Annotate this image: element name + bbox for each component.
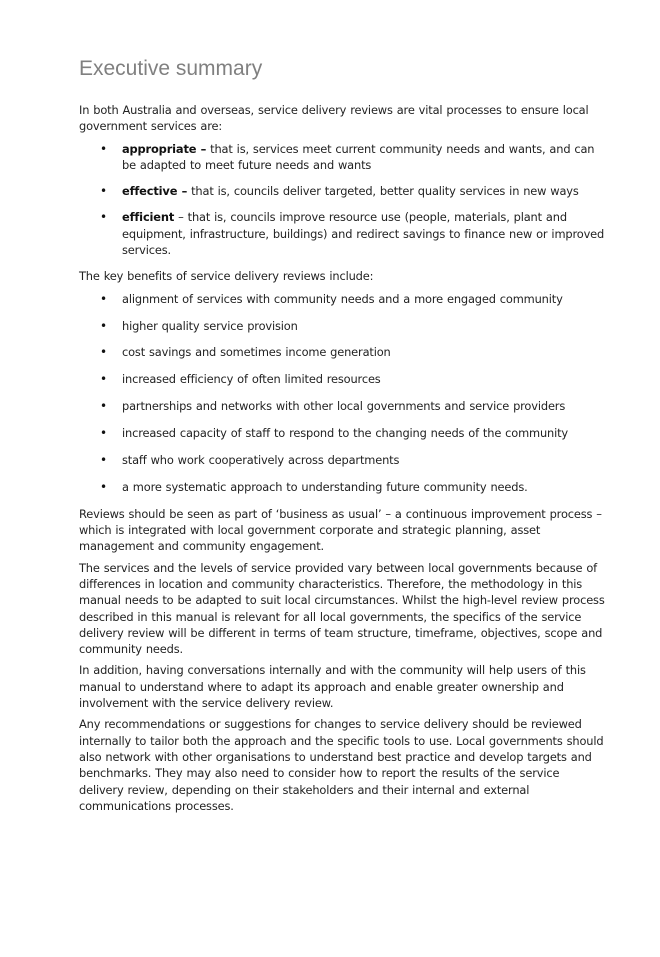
bullet-icon: • [100,291,107,306]
bullet-icon: • [100,399,107,414]
body-paragraph: The services and the levels of service provided vary between local governments because of differences in location and community characteristics. Therefore, the methodology in this manual needs to be adapted to suit local circumstances. Whilst the high-level review process described in this manual is relevant for all local governments, the specifics of the service delivery review will be different in terms of team structure, timeframe, objectives, scope and community needs. [79,560,605,657]
criterion-term: effective – [122,184,188,199]
list-item [79,183,606,199]
bullet-icon: • [100,141,107,156]
page-title: Executive summary [79,57,263,80]
list-item [79,398,606,414]
benefits-list [79,291,606,496]
bullet-icon: • [100,318,107,333]
benefit-text: partnerships and networks with other local governments and service providers [122,399,566,414]
list-item [79,291,606,307]
benefit-text: increased efficiency of often limited resources [122,372,381,387]
list-item [79,344,606,360]
list-item [79,371,606,387]
bullet-icon: • [100,479,107,494]
list-item [79,479,606,495]
benefit-text: a more systematic approach to understanding future community needs. [122,479,528,494]
list-item [79,452,606,468]
bullet-icon: • [100,184,107,199]
body-paragraph: Any recommendations or suggestions for changes to service delivery should be reviewed internally to tailor both the approach and the specific tools to use. Local governments should also network with other organisations to understand best practice and develop targets and benchmarks. They may also need to consider how to report the results of the service delivery review, depending on their stakeholders and their internal and external communications processes. [79,717,604,813]
document-page [79,56,606,819]
list-item [79,141,606,174]
criteria-list [79,141,606,259]
benefit-text: cost savings and sometimes income generation [122,345,391,360]
bullet-icon: • [100,426,107,441]
bullet-icon: • [100,372,107,387]
list-item [79,425,606,441]
criterion-text: – that is, councils improve resource use (people, materials, plant and equipment, infrastructure, buildings) and redirect savings to finance new or improved services. [122,210,605,258]
body-paragraph: Reviews should be seen as part of ‘business as usual’ – a continuous improvement process – which is integrated with local government corporate and strategic planning, asset management and community engagement. [79,506,602,554]
criterion-text: that is, councils deliver targeted, better quality services in new ways [187,184,579,199]
benefit-text: higher quality service provision [122,318,298,333]
criterion-text: that is, services meet current community needs and wants, and can be adapted to meet future needs and wants [122,141,595,172]
list-item [79,318,606,334]
benefit-text: increased capacity of staff to respond to the changing needs of the community [122,426,569,441]
bullet-icon: • [100,210,107,225]
bullet-icon: • [100,453,107,468]
benefit-text: alignment of services with community needs and a more engaged community [122,291,563,306]
benefit-text: staff who work cooperatively across departments [122,453,400,468]
criterion-term: appropriate – [122,141,207,156]
bullet-icon: • [100,345,107,360]
intro-paragraph: In both Australia and overseas, service delivery reviews are vital processes to ensure local government services are: [79,103,589,134]
benefits-intro: The key benefits of service delivery reviews include: [79,269,374,284]
list-item [79,209,606,258]
body-paragraph: In addition, having conversations internally and with the community will help users of this manual to understand where to adapt its approach and enable greater ownership and involvement with the service delivery review. [79,663,586,711]
criterion-term: efficient [122,210,175,225]
